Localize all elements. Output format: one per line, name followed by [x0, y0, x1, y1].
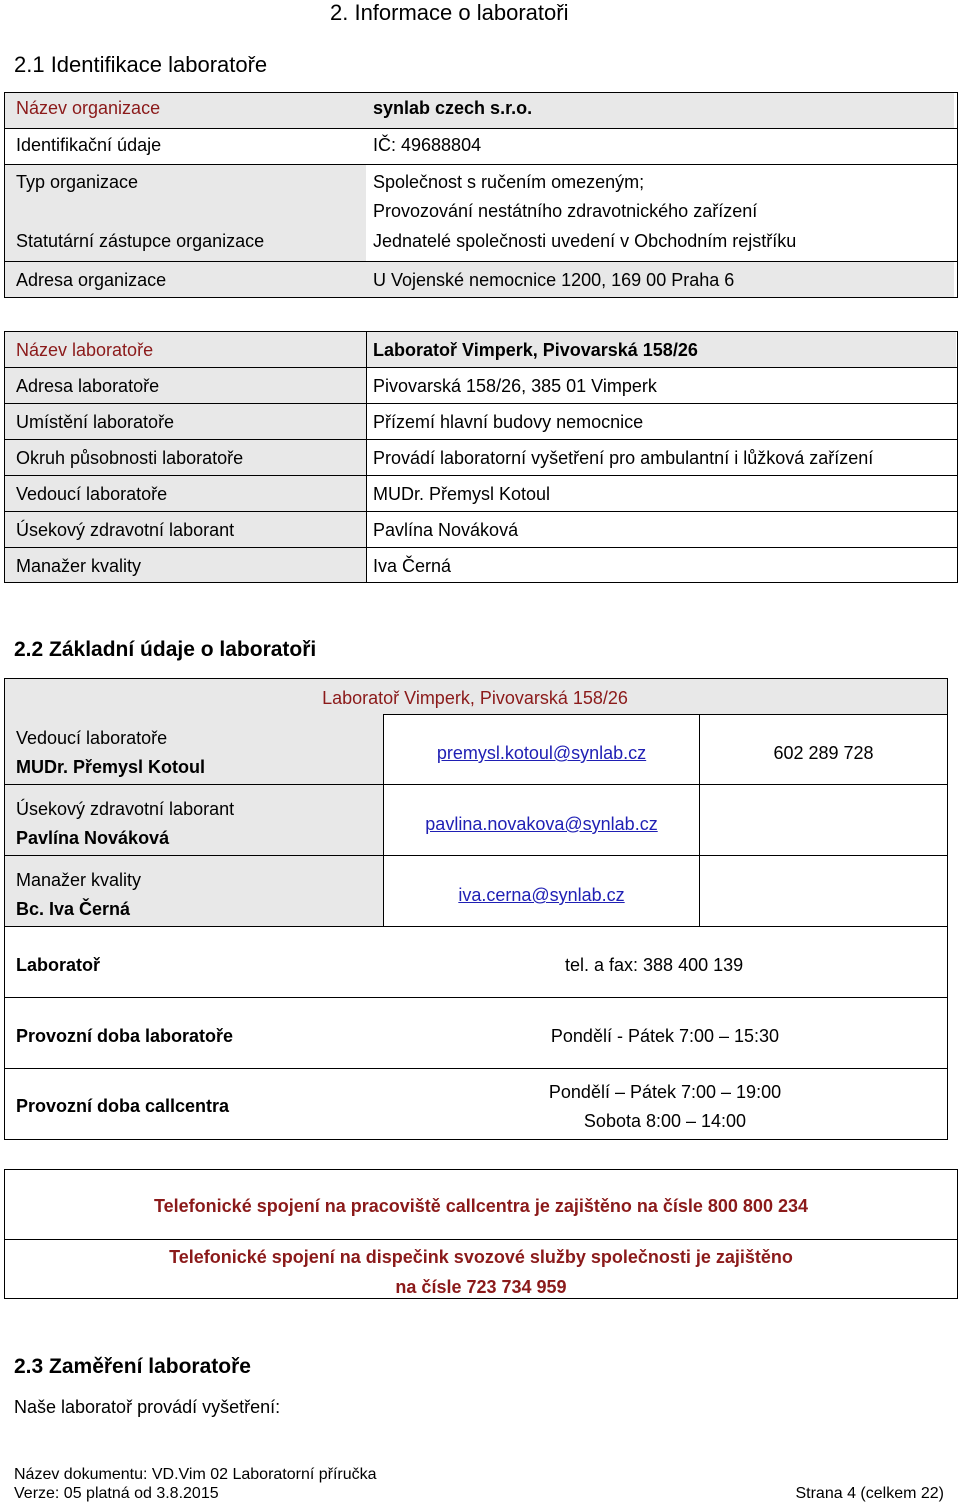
lab-address-value: Pivovarská 158/26, 385 01 Vimperk: [373, 376, 657, 396]
footer-version: Verze: 05 platná od 3.8.2015: [14, 1485, 219, 1502]
lab-location-value: Přízemí hlavní budovy nemocnice: [373, 412, 644, 432]
intro-text: Naše laboratoř provádí vyšetření:: [14, 1397, 281, 1417]
lab-quality-label: Manažer kvality: [16, 556, 142, 576]
lab-location-label: Umístění laboratoře: [16, 412, 175, 432]
lab-phone-label: Laboratoř: [16, 955, 101, 975]
lab-phone-value: tel. a fax: 388 400 139: [565, 955, 744, 975]
org-type-value-2: Provozování nestátního zdravotnického zařízení: [373, 201, 758, 221]
dispatch-phone-notice-1: Telefonické spojení na dispečink svozové služby společnosti je zajištěno: [169, 1247, 793, 1267]
contact-table-header: Laboratoř Vimperk, Pivovarská 158/26: [322, 688, 628, 708]
section-heading-2-2: 2.2 Základní údaje o laboratoři: [14, 638, 317, 661]
chapter-heading: 2. Informace o laboratoři: [330, 0, 569, 25]
email-link-technician[interactable]: pavlina.novakova@synlab.cz: [425, 814, 658, 834]
phone-head: 602 289 728: [773, 743, 874, 763]
callcenter-hours-label: Provozní doba callcentra: [16, 1096, 230, 1116]
lab-address-label: Adresa laboratoře: [16, 376, 160, 396]
lab-scope-label: Okruh působnosti laboratoře: [16, 448, 244, 468]
section-heading-2-3: 2.3 Zaměření laboratoře: [14, 1355, 251, 1378]
contact-role-quality: Manažer kvality: [16, 870, 142, 890]
section-heading-2-1: 2.1 Identifikace laboratoře: [14, 52, 268, 77]
org-name-label: Název organizace: [16, 98, 161, 118]
contact-role-technician: Úsekový zdravotní laborant: [16, 799, 235, 819]
callcenter-hours-weekdays: Pondělí – Pátek 7:00 – 19:00: [548, 1082, 782, 1102]
lab-technician-value: Pavlína Nováková: [373, 520, 519, 540]
dispatch-phone-notice-2: na čísle 723 734 959: [395, 1277, 567, 1297]
email-link-quality[interactable]: iva.cerna@synlab.cz: [458, 885, 625, 905]
org-address-value: U Vojenské nemocnice 1200, 169 00 Praha 6: [373, 270, 735, 290]
lab-quality-value: Iva Černá: [373, 556, 452, 576]
org-id-label: Identifikační údaje: [16, 135, 162, 155]
org-name-value: synlab czech s.r.o.: [373, 98, 533, 118]
org-representative-label: Statutární zástupce organizace: [16, 231, 265, 251]
org-representative-value: Jednatelé společnosti uvedení v Obchodním rejstříku: [373, 231, 797, 251]
lab-scope-value: Provádí laboratorní vyšetření pro ambulantní i lůžková zařízení: [373, 448, 874, 468]
lab-head-label: Vedoucí laboratoře: [16, 484, 168, 504]
lab-technician-label: Úsekový zdravotní laborant: [16, 520, 235, 540]
lab-name-value: Laboratoř Vimperk, Pivovarská 158/26: [373, 340, 698, 360]
org-id-value: IČ: 49688804: [373, 135, 482, 155]
lab-hours-value: Pondělí - Pátek 7:00 – 15:30: [550, 1026, 780, 1046]
lab-head-value: MUDr. Přemysl Kotoul: [373, 484, 551, 504]
contact-name-technician: Pavlína Nováková: [16, 828, 170, 848]
org-type-label: Typ organizace: [16, 172, 139, 192]
org-type-value-1: Společnost s ručením omezeným;: [373, 172, 645, 192]
contact-name-head: MUDr. Přemysl Kotoul: [16, 757, 206, 777]
callcenter-hours-saturday: Sobota 8:00 – 14:00: [583, 1111, 747, 1131]
contact-role-head: Vedoucí laboratoře: [16, 728, 168, 748]
email-link-head[interactable]: premysl.kotoul@synlab.cz: [436, 743, 647, 763]
contact-name-quality: Bc. Iva Černá: [16, 899, 131, 919]
callcenter-phone-notice: Telefonické spojení na pracoviště callcentra je zajištěno na čísle 800 800 234: [154, 1196, 808, 1216]
lab-hours-label: Provozní doba laboratoře: [16, 1026, 234, 1046]
org-address-label: Adresa organizace: [16, 270, 167, 290]
footer-page-number: Strana 4 (celkem 22): [795, 1485, 944, 1502]
lab-name-label: Název laboratoře: [16, 340, 154, 360]
footer-doc-name: Název dokumentu: VD.Vim 02 Laboratorní příručka: [14, 1466, 377, 1483]
